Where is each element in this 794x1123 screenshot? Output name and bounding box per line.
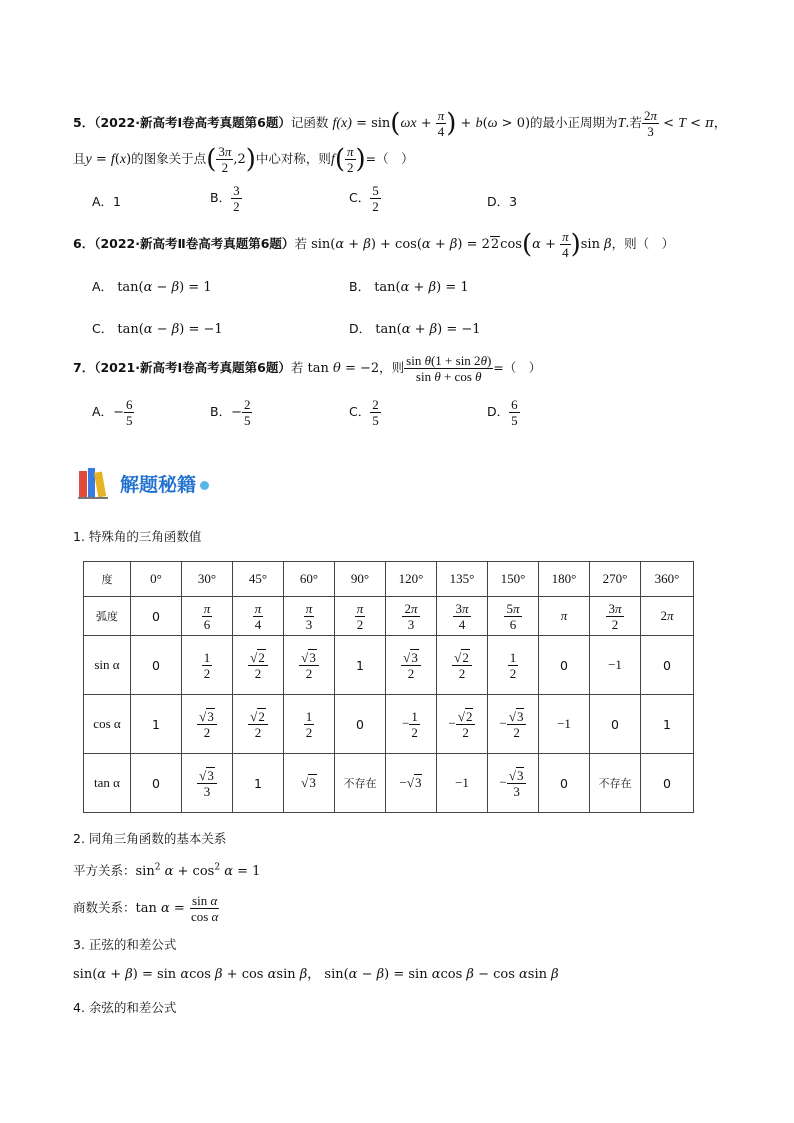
section-title: 解题秘籍 [120,473,197,496]
tan-label: tan α [84,754,131,813]
degree-label: 度 [84,562,131,597]
question-7-line1: 7．（2021·新高考Ⅰ卷高考真题第6题）若 tan θ = −2，则 $\frac{\text{sin θ(1 + sin 2θ)}}{\text{sin θ + cos θ}}$ =（ ） [73,353,542,384]
q6-option-c: C． tan(α − β) = −1 [92,321,223,337]
trig-values-table [83,561,694,813]
heading-2: 2. 同角三角函数的基本关系 [73,831,227,846]
q5-stem-b: 的最小正周期为 [530,115,618,130]
q6-source: （2022·新高考Ⅱ卷高考真题第6题） [94,236,295,251]
question-6-line1: 6．（2022·新高考Ⅱ卷高考真题第6题）若 sin(α + β) + cos(α + β) = 22cos(α + $\frac{\pi}{4}$ )sin β，则（ ） [73,229,675,260]
q6-option-b: B． tan(α + β) = 1 [349,279,469,295]
q5-stem2b: 的图象关于点 [131,151,207,166]
heading-1: 1. 特殊角的三角函数值 [73,529,202,544]
q5-stem: 记函数 [290,115,329,130]
q6-option-a: A． tan(α − β) = 1 [92,279,212,295]
question-5-line2: 且y = f(x)的图象关于点( $\frac{3\pi}{2}$ ,2)中心对称，则f( $\frac{\pi}{2}$ )=（ ） [73,144,414,175]
q7-expression: $\frac{\text{sin θ(1 + sin 2θ)}}{\text{sin θ + cos θ}}$ [406,353,492,384]
q7-option-d: D． $\frac{6}{5}$ [487,397,518,428]
q6-option-d: D． tan(α + β) = −1 [349,321,481,337]
quotient-label: 商数关系： [73,900,136,915]
heading-4: 4. 余弦的和差公式 [73,1000,177,1015]
square-relation: 平方关系：$\sin^2 \alpha + \cos^2 \alpha = 1$ [73,862,261,879]
table-row: 度 0° 30° 45° 60° 90° 120° 135° 150° 180° 270° 360° [84,562,694,597]
table-row: sin α 0 $\frac{1}{2}$ $\frac{√2}{2}$ $\frac{√3}{2}$ 1 $\frac{√3}{2}$ $\frac{√2}{2}$ $\frac{1}{2}$ 0 −1 0 [84,636,694,695]
q5-option-a: A．1 [92,194,122,209]
q5-stem2c: 中心对称，则 [255,151,331,166]
square-label: 平方关系： [73,863,136,878]
q5-option-d: D．3 [487,194,518,209]
q7-source: （2021·新高考Ⅰ卷高考真题第6题） [94,360,291,375]
q7-stem-c: =（ ） [493,360,542,375]
q7-stem-a: 若 [290,360,304,375]
q5-stem2d: =（ ） [365,151,414,166]
q5-function: f [332,116,337,131]
q5-frac-pi4: $\frac{\pi}{4}$ [437,108,445,139]
dot-icon [200,481,209,490]
q7-option-a: A．− $\frac{6}{5}$ [92,397,133,428]
radian-label: 弧度 [84,597,131,636]
heading-3: 3. 正弦的和差公式 [73,937,177,952]
table-row: cos α 1 $\frac{√3}{2}$ $\frac{√2}{2}$ $\frac{1}{2}$ 0 − $\frac{1}{2}$ − $\frac{√2}{2}$ − $\frac{√3}{2}$ −1 0 1 [84,695,694,754]
q5-source: （2022·新高考Ⅰ卷高考真题第6题） [94,115,291,130]
section-header [78,466,209,500]
cos-label: cos α [84,695,131,754]
q7-option-c: C． $\frac{2}{5}$ [349,397,379,428]
q6-number: 6． [73,236,95,251]
q5-number: 5． [73,115,95,130]
question-5-line1: 5．（2022·新高考Ⅰ卷高考真题第6题）记函数 f(x) = sin(ωx + $\frac{\pi}{4}$ ) + b(ω > 0)的最小正周期为T.若 $\frac{2\pi}{3}$ < T < π， [73,108,727,139]
q5-stem2a: 且 [73,151,86,166]
q5-option-b: B． $\frac{3}{2}$ [210,183,240,214]
q7-option-b: B．− $\frac{2}{5}$ [210,397,251,428]
books-icon [78,466,116,500]
q6-stem-b: ，则（ ） [611,236,675,251]
q5-stem-c: 若 [629,115,643,130]
q7-stem-b: ，则 [379,360,405,375]
q5-option-c: C． $\frac{5}{2}$ [349,183,379,214]
quotient-relation: 商数关系：tan α = $\frac{\text{sin α}}{\text{cos α}}$ [73,893,219,924]
q6-stem-a: 若 [294,236,307,251]
table-row: 弧度 0 $\frac{\pi}{6}$ $\frac{\pi}{4}$ $\frac{\pi}{3}$ $\frac{\pi}{2}$ $\frac{2\pi}{3}$ $\frac{3\pi}{4}$ $\frac{5\pi}{6}$ π $\frac{3\pi}{2}$ 2π [84,597,694,636]
table-row: tan α 0 $\frac{√3}{3}$ 1 √3 不存在 −√3 −1 − $\frac{√3}{3}$ 0 不存在 0 [84,754,694,813]
q7-number: 7． [73,360,95,375]
sin-label: sin α [84,636,131,695]
sine-sum-formula: sin(α + β) = sin αcos β + cos αsin β， sin(α − β) = sin αcos β − cos αsin β [73,967,559,982]
